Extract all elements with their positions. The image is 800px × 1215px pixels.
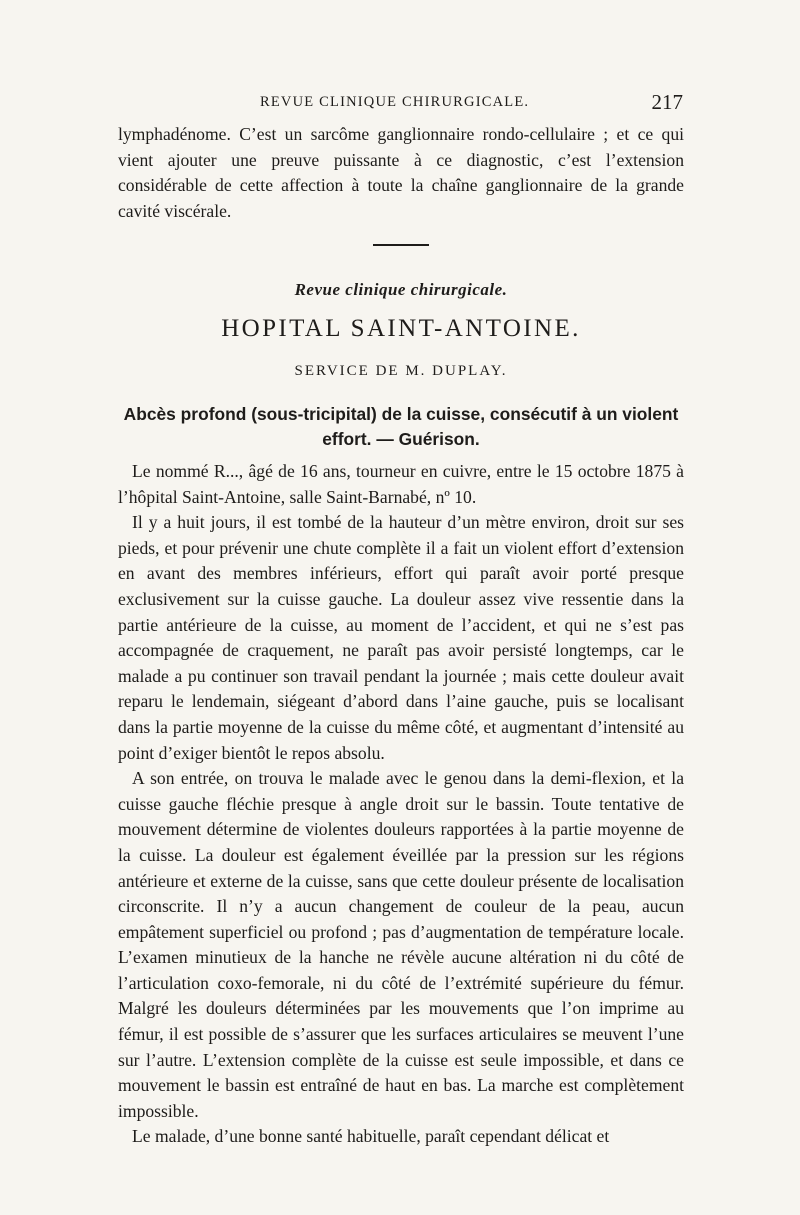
- paragraph: Il y a huit jours, il est tombé de la hauteur d’un mètre environ, droit sur ses pieds, et pour prévenir une chute complète il a fait un violent effort d’extension en avant des membres inférieurs, effort qui paraît avoir porté presque exclusivement sur la cuisse gauche. La douleur assez vive ressentie dans la partie antérieure de la cuisse, au moment de l’accident, et qui ne s’est pas accompagnée de craquement, ne paraît pas avoir persisté longtemps, car le malade a pu continuer son travail pendant la journée ; mais cette douleur avait reparu le lendemain, siégeant d’abord dans l’aine gauche, puis se localisant dans la partie moyenne de la cuisse du même côté, et augmentant d’intensité au point d’exiger bientôt le repos absolu.: [118, 512, 684, 763]
- opening-paragraph: [118, 122, 684, 224]
- case-title: Abcès profond (sous-tricipital) de la cuisse, consécutif à un violent effort. — Guérison.: [123, 404, 679, 449]
- service-heading: SERVICE DE M. DUPLAY.: [294, 363, 508, 379]
- section-divider: [373, 244, 429, 246]
- paragraph: Le nommé R..., âgé de 16 ans, tourneur en cuivre, entre le 15 octobre 1875 à l’hôpital Saint-Antoine, salle Saint-Barnabé, nº 10.: [118, 461, 684, 507]
- paragraph: A son entrée, on trouva le malade avec le genou dans la demi-flexion, et la cuisse gauche fléchie presque à angle droit sur le bassin. Toute tentative de mouvement détermine de violentes douleurs rapportées à la partie moyenne de la cuisse. La douleur est également éveillée par la pression sur les régions antérieure et externe de la cuisse, sans que cette douleur présente de localisation circonscrite. Il n’y a aucun changement de couleur de la peau, aucun empâtement superficiel ou profond ; pas d’augmentation de température locale. L’examen minutieux de la hanche ne révèle aucune altération ni du côté de l’articulation coxo-femorale, ni du côté de l’extrémité supérieure du fémur. Malgré les douleurs déterminées par les mouvements que l’on imprime au fémur, il est possible de s’assurer que les surfaces articulaires se meuvent l’une sur l’autre. L’extension complète de la cuisse est seule impossible, et dans ce mouvement le bassin est entraîné de haut en bas. La marche est complètement impossible.: [118, 768, 684, 1121]
- case-report-body: [118, 459, 684, 1150]
- page-number: 217: [651, 90, 683, 114]
- section-rubric: Revue clinique chirurgicale.: [294, 280, 508, 299]
- running-title: REVUE CLINIQUE CHIRURGICALE.: [260, 94, 530, 110]
- paragraph: Le malade, d’une bonne santé habituelle, paraît cependant délicat et: [132, 1126, 610, 1147]
- running-head: [120, 92, 683, 116]
- paragraph: lymphadénome. C’est un sarcôme ganglionnaire rondo-cellulaire ; et ce qui vient ajouter une preuve puissante à ce diagnostic, c’est l’extension considérable de cette affection à toute la chaîne ganglionnaire de la grande cavité viscérale.: [118, 124, 684, 221]
- hospital-heading: HOPITAL SAINT-ANTOINE.: [221, 315, 581, 342]
